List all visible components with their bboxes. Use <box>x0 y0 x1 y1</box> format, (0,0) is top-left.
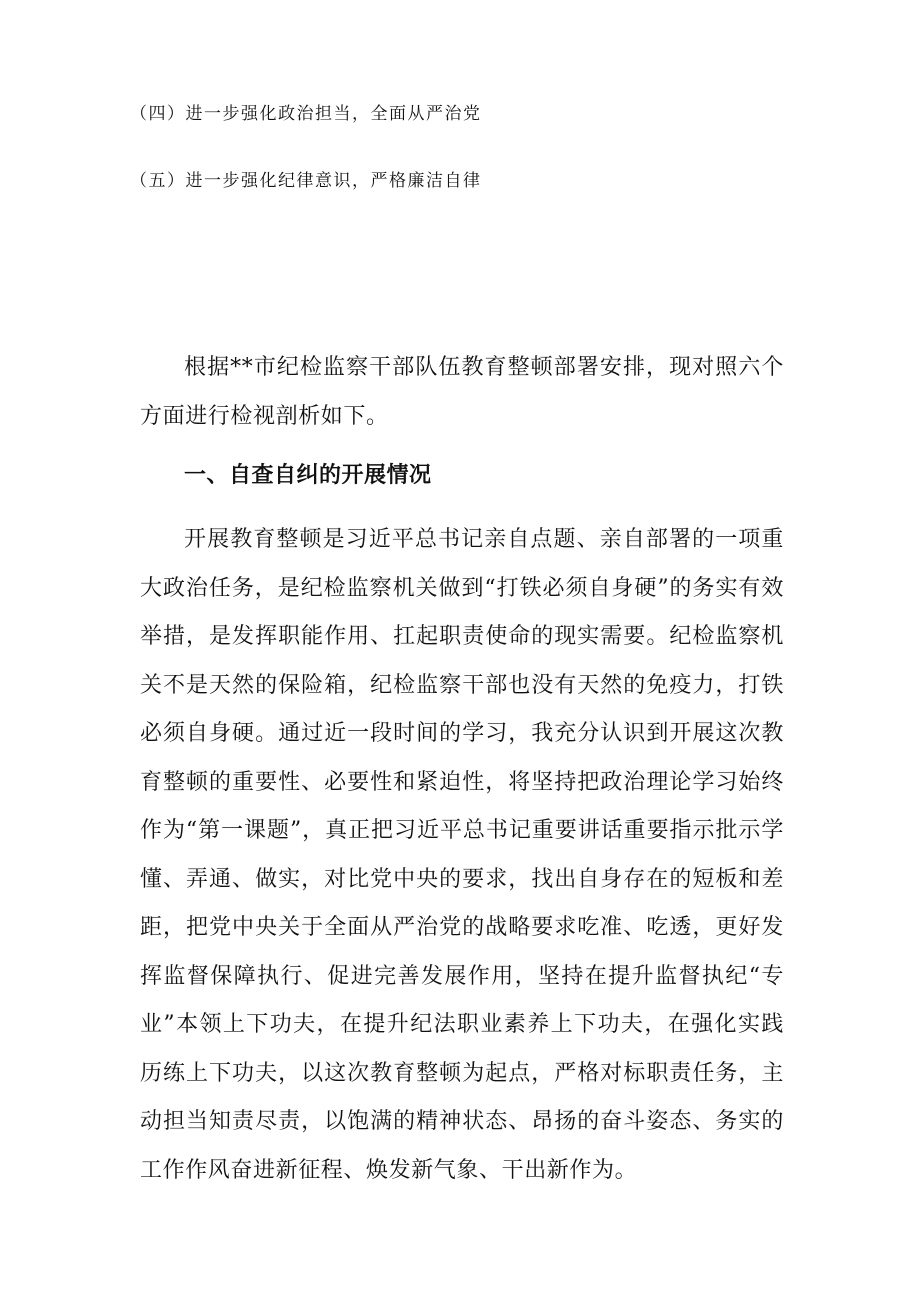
intro-paragraph: 根据**市纪检监察干部队伍教育整顿部署安排，现对照六个方面进行检视剖析如下。 <box>140 355 784 429</box>
outline-item-4: （四）进一步强化政治担当，全面从严治党 <box>130 104 482 124</box>
section-paragraph: 开展教育整顿是习近平总书记亲自点题、亲自部署的一项重大政治任务，是纪检监察机关做到“打铁必须自身硬”的务实有效举措，是发挥职能作用、扛起职责使命的现实需要。纪检监察机关不是天然的保险箱，纪检监察干部也没有天然的免疫力，打铁必须自身硬。通过近一段时间的学习，我充分认识到开展这次教育整顿的重要性、必要性和紧迫性，将坚持把政治理论学习始终作为“第一课题”，真正把习近平总书记重要讲话重要指示批示学懂、弄通、做实，对比党中央的要求，找出自身存在的短板和差距，把党中央关于全面从严治党的战略要求吃准、吃透，更好发挥监督保障执行、促进完善发展作用，坚持在提升监督执纪“专业”本领上下功夫，在提升纪法职业素养上下功夫，在强化实践历练上下功夫，以这次教育整顿为起点，严格对标职责任务，主动担当知责尽责，以饱满的精神状态、昂扬的奋斗姿态、务实的工作作风奋进新征程、焕发新气象、干出新作为。 <box>140 527 784 1183</box>
section-body <box>140 516 784 1195</box>
section-heading: 一、自查自纠的开展情况 <box>184 463 432 488</box>
outline-item-5: （五）进一步强化纪律意识，严格廉洁自律 <box>130 171 482 191</box>
intro-block <box>140 344 784 441</box>
